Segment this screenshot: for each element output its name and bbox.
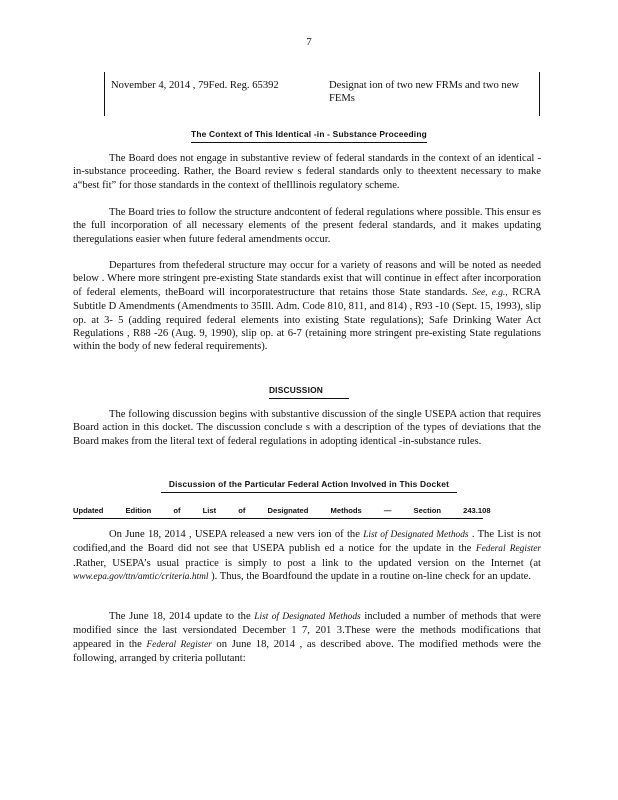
amendment-table-row — [104, 72, 540, 116]
paragraph-structure: The Board tries to follow the structure andcontent of federal regulations where possible. This ensur es the full incorporation of all necessary elements of the present federal standards, and it makes updating theregulations easier when future federal amendments occur. — [73, 207, 541, 245]
epa-url: www.epa.gov/ttn/amtic/criteria.html — [73, 572, 209, 583]
paragraph-june-release: On June 18, 2014 , USEPA released a new vers ion of the List of Designated Methods . The List is not codified,and the Board did not see that USEPA publish ed a notice for the update in the Federal Register .Rather, USEPA’s usual practice is simply to post a link to the updated version on the Internet (at www.epa.gov/ttn/amtic/criteria.html ). Thus, the Boardfound the update in a routine on-line check for an update. — [73, 529, 542, 583]
heading-particular-action: Discussion of the Particular Federal Action Involved in This Docket — [0, 478, 618, 493]
paragraph-engage: The Board does not engage in substantive review of federal standards in the context of an identical -in-substance proceeding. Rather, the Board review s federal standards only to theextent necessary to make a“best fit” for those standards in the context of theIllinois regulatory scheme. — [73, 153, 541, 191]
citation-signal: See, e.g., — [472, 287, 508, 298]
subheading-updated-edition: Updated Edition of List of Designated Methods — Section 243.108 — [73, 504, 483, 519]
italic-list-title: List of Designated Methods — [363, 530, 469, 540]
paragraph-discussion: The following discussion begins with substantive discussion of the single USEPA action that requires Board action in this docket. The discussion conclude s with a description of the types of deviations that the Board makes from the literal text of federal regulations in adopting identical -in-substance rules. — [73, 409, 541, 447]
table-cell-citation: November 4, 2014 , 79Fed. Reg. 65392 — [111, 80, 279, 91]
paragraph-june-update: The June 18, 2014 update to the List of Designated Methods included a number of methods that were modified since the last versiondated December 1 7, 201 3.These were the methods modifications that appeared in the Federal Register on June 18, 2014 , as described above. The modified methods were the following, arranged by criteria pollutant: — [73, 611, 541, 665]
heading-discussion: DISCUSSION — [0, 384, 618, 399]
heading-context: The Context of This Identical -in - Substance Proceeding — [0, 128, 618, 143]
paragraph-departures: Departures from thefederal structure may occur for a variety of reasons and will be noted as needed below . Where more stringent pre-existing State standards exist that will continue in effect after incorporation of federal elements, theBoard will incorporatestructure that retains those State standards. See, e.g., RCRA Subtitle D Amendments (Amendments to 35Ill. Adm. Code 810, 811, and 814) , R93 -10 (Sept. 15, 1993), slip op. at 3- 5 (adding required federal elements into existing State regulations); Safe Drinking Water Act Regulations , R88 -26 (Aug. 9, 1990), slip op. at 6-7 (retaining more stringent pre-existing State regulations within the body of new federal requirements). — [73, 260, 541, 353]
page-number: 7 — [306, 36, 312, 48]
table-cell-description: Designat ion of two new FRMs and two new FEMs — [329, 80, 520, 105]
italic-federal-register-2: Federal Register — [146, 639, 212, 650]
italic-list-title-2: List of Designated Methods — [254, 612, 361, 622]
italic-federal-register: Federal Register — [475, 544, 542, 555]
